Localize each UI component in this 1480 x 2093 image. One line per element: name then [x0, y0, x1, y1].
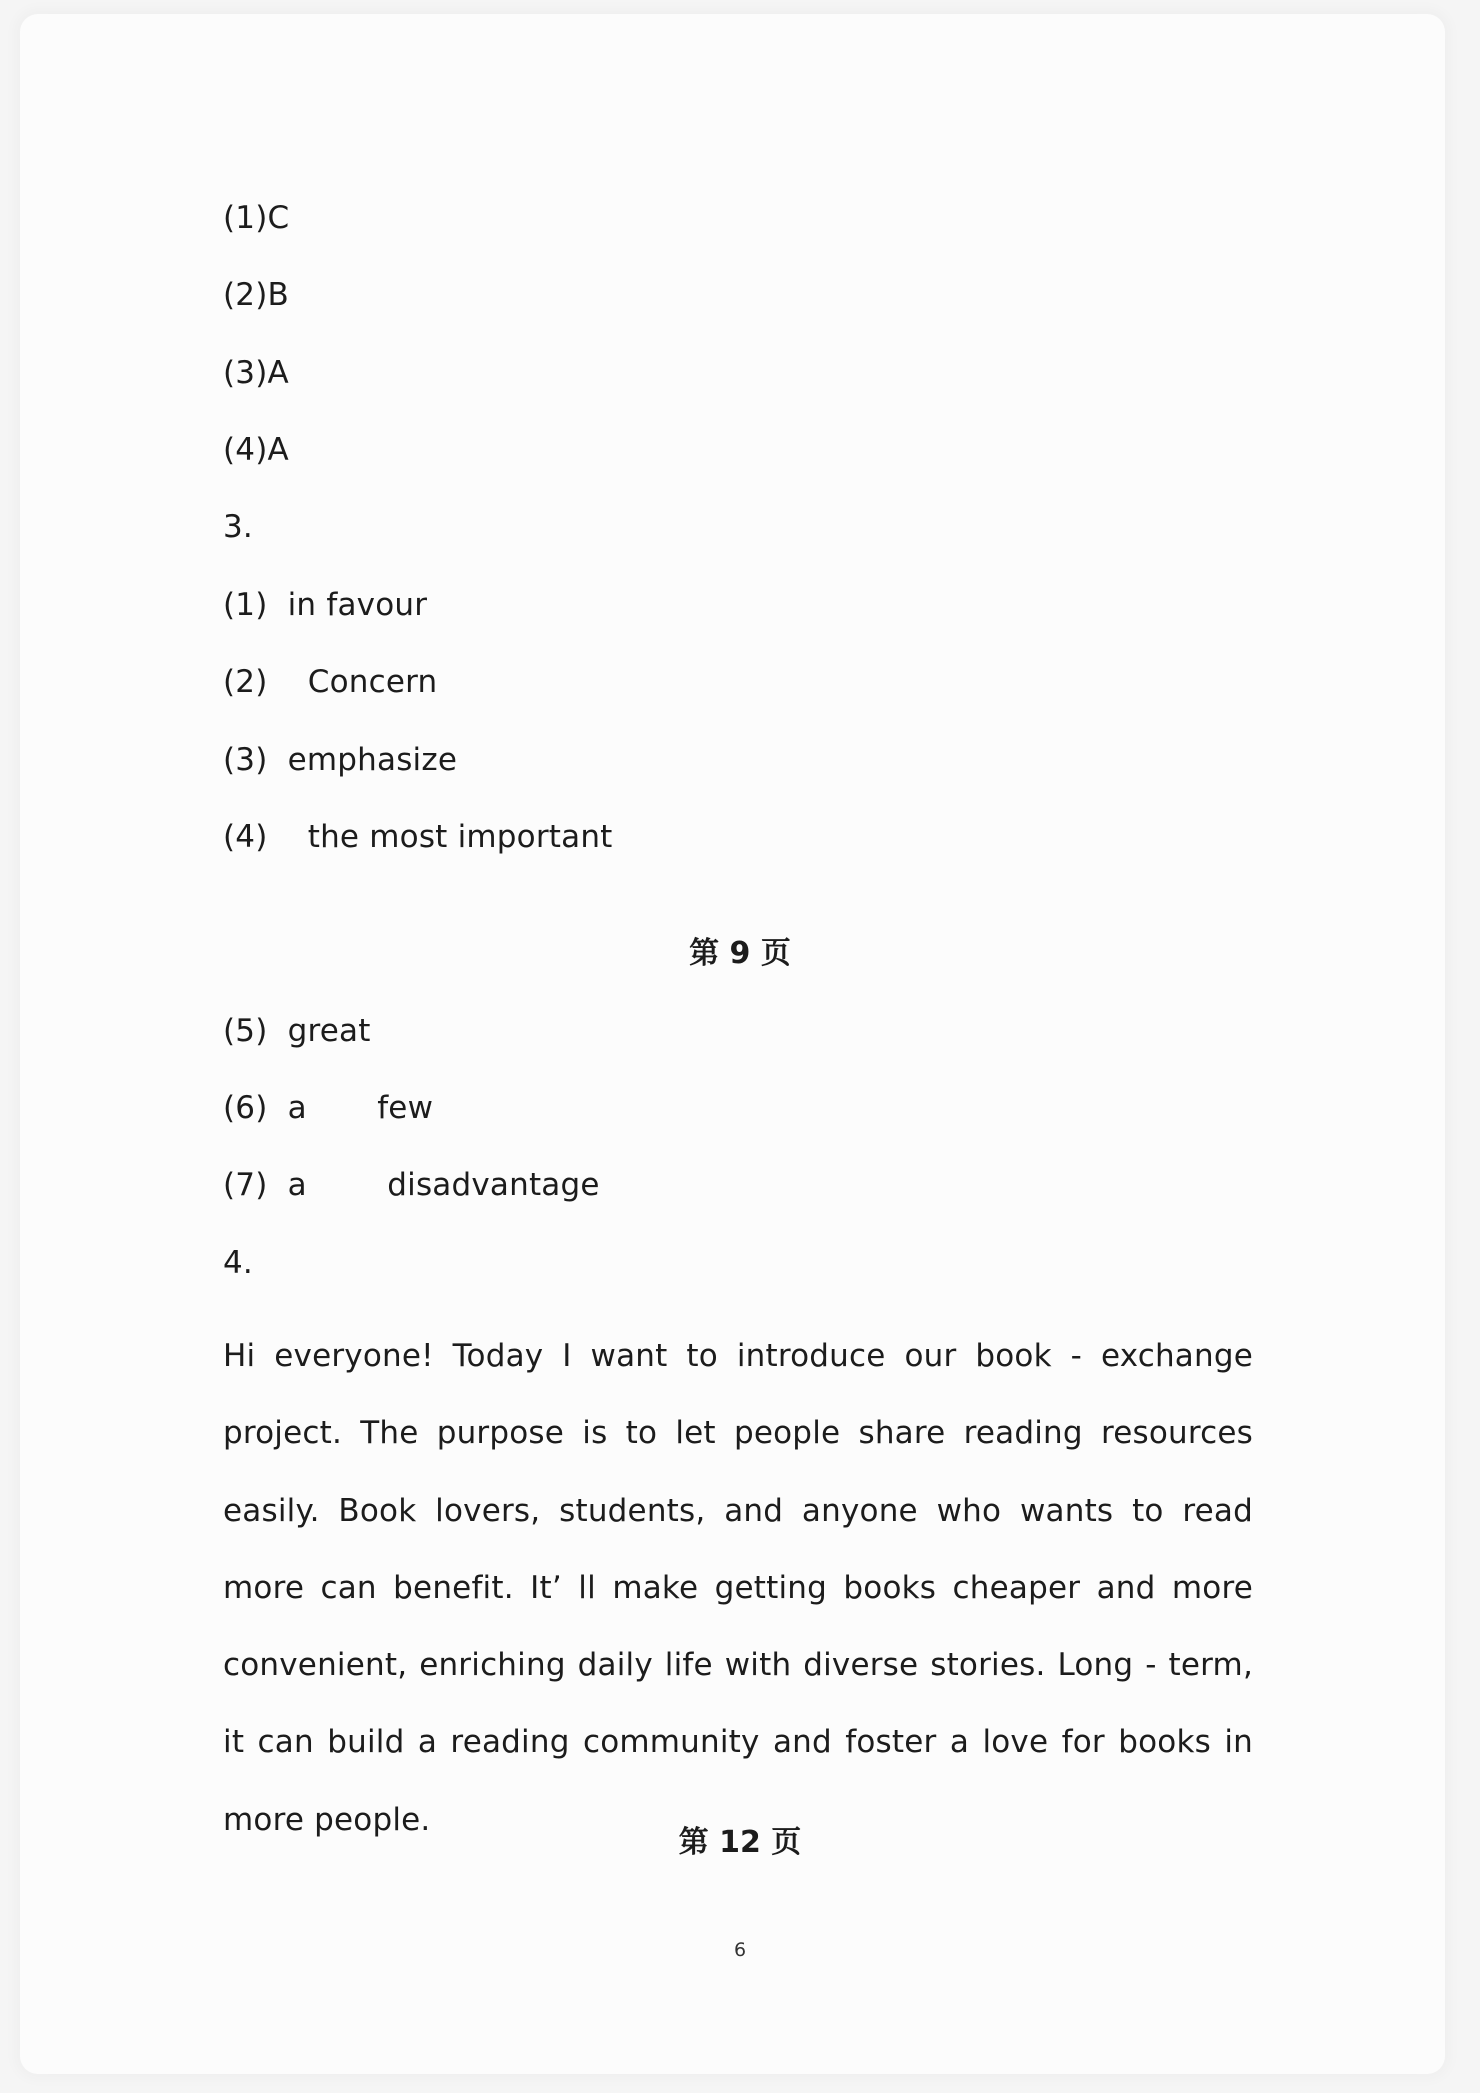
section-3-item-2: (2) Concern: [223, 664, 438, 700]
page-number: 6: [733, 1939, 747, 1961]
section-3-item-5: (5) great: [223, 1013, 371, 1049]
answer-2: (2)B: [223, 277, 289, 313]
section-3-item-3: (3) emphasize: [223, 742, 458, 778]
section-4-paragraph: Hi everyone! Today I want to introduce our book - exchange project. The purpose is to let people share reading resources easily. Book lovers, students, and anyone who wants to read more can benefit. It’ ll make getting books cheaper and more convenient, enriching daily life with diverse stories. Long - term, it can build a reading community and foster a love for books in more people.: [223, 1338, 1253, 1838]
page-9-heading: 第 9 页: [689, 936, 791, 971]
answer-3: (3)A: [223, 355, 289, 391]
section-3-item-6: (6) a few: [223, 1090, 434, 1126]
section-3-item-4: (4) the most important: [223, 819, 613, 855]
page-12-heading: 第 12 页: [678, 1825, 802, 1860]
answer-4: (4)A: [223, 432, 289, 468]
section-4-number: 4.: [223, 1245, 253, 1281]
answer-1: (1)C: [223, 200, 290, 236]
section-3-item-7: (7) a disadvantage: [223, 1167, 600, 1203]
section-3-item-1: (1) in favour: [223, 587, 428, 623]
section-3-number: 3.: [223, 509, 253, 545]
